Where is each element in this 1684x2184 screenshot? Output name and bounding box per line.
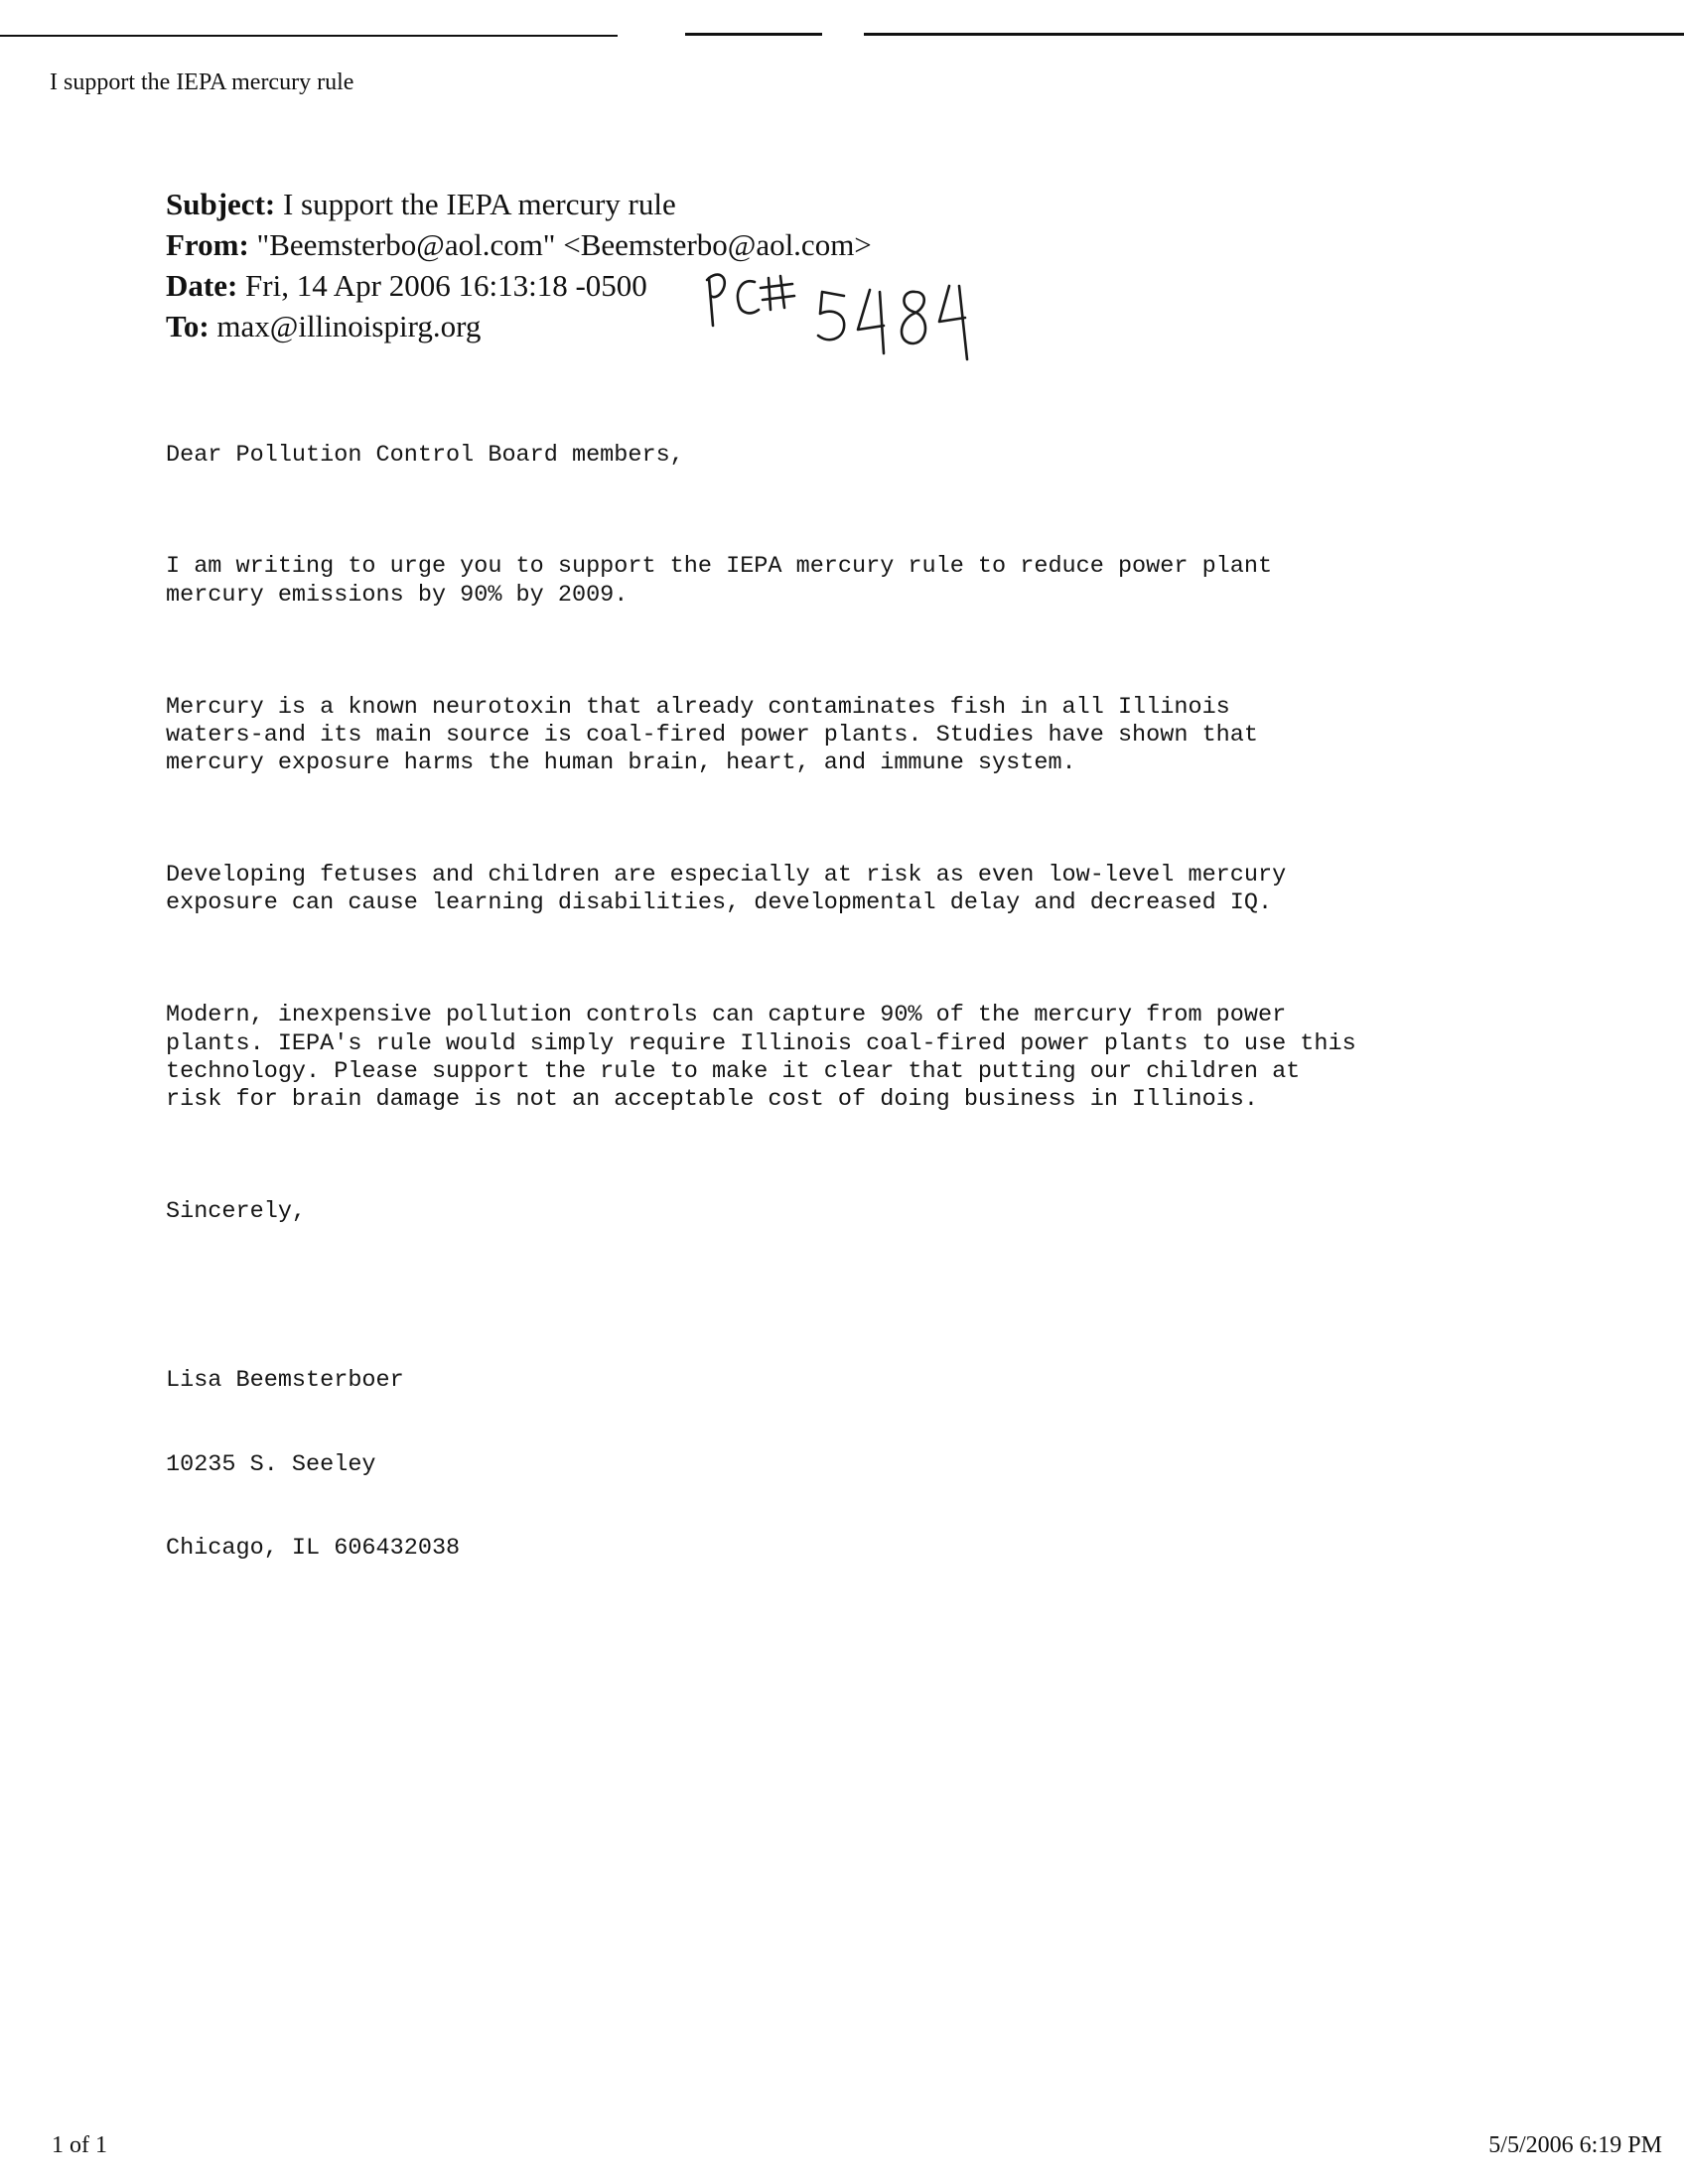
top-rule-left <box>0 35 618 37</box>
handwritten-pc-number-stamp <box>695 256 1013 385</box>
signature-city: Chicago, IL 606432038 <box>166 1535 461 1563</box>
page-count: 1 of 1 <box>52 2132 107 2158</box>
date-label: Date: <box>166 268 238 303</box>
printed-datetime: 5/5/2006 6:19 PM <box>1488 2132 1662 2158</box>
closing: Sincerely, <box>166 1198 307 1226</box>
page-header-title: I support the IEPA mercury rule <box>50 69 354 95</box>
body-paragraph-3: Developing fetuses and children are especially at risk as even low-level mercury exposure can cause learning disabilities, developmental delay and decreased IQ. <box>166 862 1287 917</box>
body-paragraph-4: Modern, inexpensive pollution controls can capture 90% of the mercury from power plants. IEPA's rule would simply require Illinois coal-fired power plants to use this technology. Please support the rule to make it clear that putting our children at risk for brain damage is not an acceptable cost of doing business in Illinois. <box>166 1002 1356 1114</box>
from-value: "Beemsterbo@aol.com" <Beemsterbo@aol.com> <box>256 227 872 262</box>
greeting: Dear Pollution Control Board members, <box>166 441 684 469</box>
subject-value: I support the IEPA mercury rule <box>282 187 676 221</box>
signature-block <box>166 1310 1556 1619</box>
to-label: To: <box>166 309 210 343</box>
from-label: From: <box>166 227 249 262</box>
signature-street: 10235 S. Seeley <box>166 1450 376 1478</box>
date-value: Fri, 14 Apr 2006 16:13:18 -0500 <box>245 268 647 303</box>
to-value: max@illinoispirg.org <box>216 309 482 343</box>
subject-line <box>166 184 872 224</box>
email-body <box>166 385 1556 1648</box>
subject-label: Subject: <box>166 187 276 221</box>
top-rule-middle <box>685 33 822 36</box>
body-paragraph-1: I am writing to urge you to support the IEPA mercury rule to reduce power plant mercury emissions by 90% by 2009. <box>166 553 1273 609</box>
top-rule-right <box>864 33 1684 36</box>
body-paragraph-2: Mercury is a known neurotoxin that already contaminates fish in all Illinois waters-and its main source is coal-fired power plants. Studies have shown that mercury exposure harms the human brain, heart, and immune system. <box>166 693 1258 777</box>
signature-name: Lisa Beemsterboer <box>166 1366 404 1394</box>
